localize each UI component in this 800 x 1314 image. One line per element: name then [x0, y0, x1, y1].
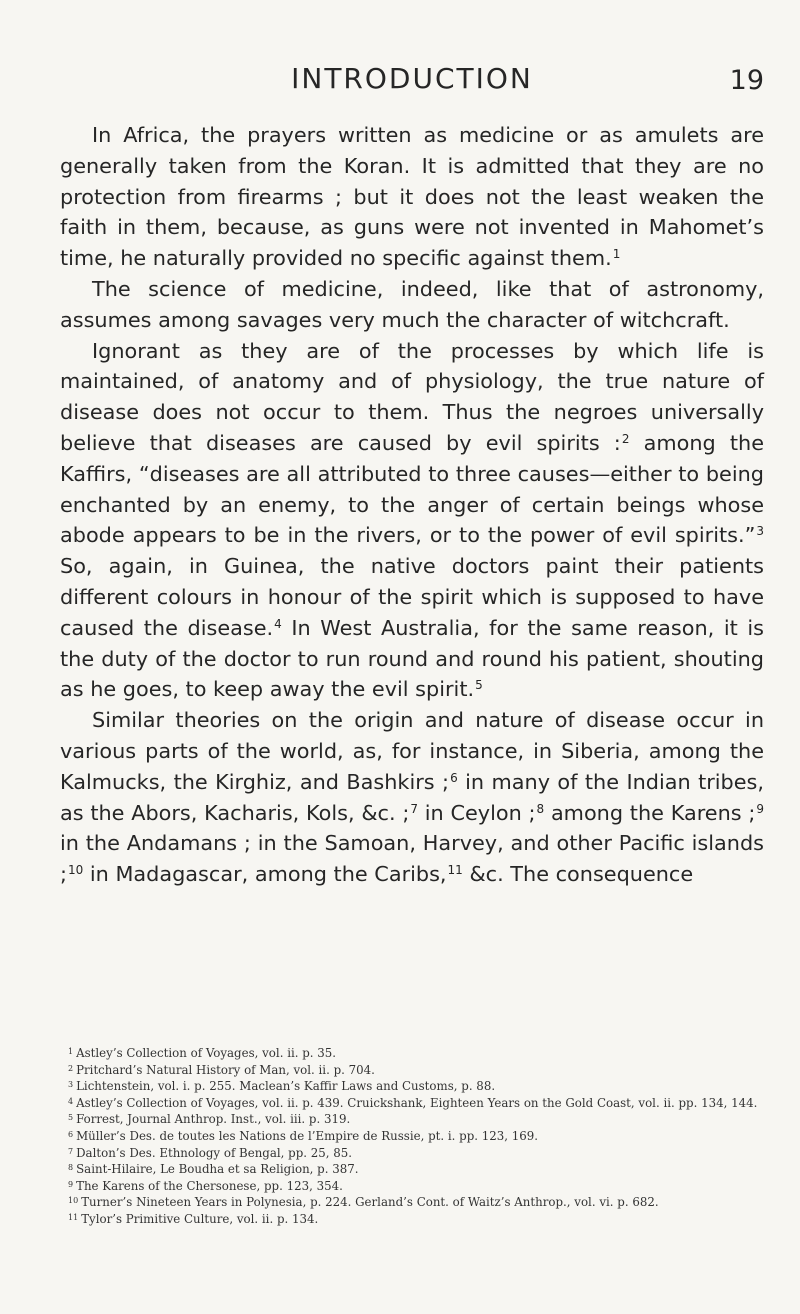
footnote-text: Saint-Hilaire, Le Boudha et sa Religion, p. 387. [76, 1162, 359, 1177]
footnote [60, 1145, 764, 1162]
footnote [60, 1078, 764, 1095]
body-text [60, 120, 764, 890]
footnote-text: Dalton’s Des. Ethnology of Bengal, pp. 25, 85. [76, 1145, 353, 1160]
footnote [60, 1128, 764, 1145]
footnote-number: 11 [68, 1212, 79, 1222]
footnote-ref: 2 [621, 431, 630, 446]
text-run: Ignorant as they are of the processes by which life is maintained, of anatomy and of physiology, the true nature of disease does not occur to them. Thus the negroes universally believe that diseases are caused by evil spirits : [60, 338, 764, 455]
footnote-number: 3 [68, 1080, 74, 1090]
text-run: In Africa, the prayers written as medicine or as amulets are generally taken from the Koran. It is admitted that they are no protection from firearms ; but it does not the least weaken the faith in them, because, as guns were not invented in Mahomet’s time, he naturally provided no specific against them. [60, 123, 764, 271]
footnote [60, 1211, 764, 1228]
text-run: in Ceylon ; [418, 800, 536, 825]
text-run: in Madagascar, among the Caribs, [83, 862, 447, 887]
footnote-text: Müller’s Des. de toutes les Nations de l’Empire de Russie, pt. i. pp. 123, 169. [76, 1128, 539, 1143]
footnote [60, 1111, 764, 1128]
text-run: Similar theories on the origin and nature of disease occur in various parts of the world, as, for instance, in Siberia, among the Kalmucks, the Kirghiz, and Bashkirs ; [60, 708, 764, 794]
footnote [60, 1045, 764, 1062]
footnote [60, 1095, 764, 1112]
footnote-ref: 11 [447, 863, 463, 878]
footnote-number: 1 [68, 1047, 74, 1056]
paragraph [60, 120, 764, 274]
footnote-text: Astley’s Collection of Voyages, vol. ii. p. 35. [76, 1046, 337, 1060]
paragraph [60, 336, 764, 706]
text-run: The science of medicine, indeed, like that of astronomy, assumes among savages very much the character of witchcraft. [60, 276, 764, 332]
footnote-ref: 10 [68, 863, 84, 878]
text-run: among the Kaffirs, “diseases are all attributed to three causes—either to being enchanted by an enemy, to the anger of certain beings whose abode appears to be in the rivers, or to the power of evil spirits.” [60, 430, 764, 548]
footnote-ref: 4 [274, 616, 282, 631]
footnote-ref: 7 [410, 801, 418, 816]
footnote-number: 5 [68, 1113, 74, 1123]
footnote-text: Turner’s Nineteen Years in Polynesia, p. 224. Gerland’s Cont. of Waitz’s Anthrop., vol. vi. p. 682. [81, 1195, 659, 1210]
page-header [60, 62, 764, 102]
footnote-text: Forrest, Journal Anthrop. Inst., vol. iii. p. 319. [76, 1112, 351, 1127]
paragraph [60, 705, 764, 890]
footnote-number: 7 [68, 1146, 74, 1156]
footnote-ref: 1 [612, 247, 621, 262]
footnote-number: 2 [68, 1063, 74, 1073]
footnote [60, 1062, 764, 1079]
footnote-text: Astley’s Collection of Voyages, vol. ii. p. 439. Cruickshank, Eighteen Years on the Gold Coast, vol. ii. pp. 134, 144. [76, 1095, 758, 1110]
footnote-text: The Karens of the Chersonese, pp. 123, 354. [76, 1178, 343, 1193]
text-run: in many of the Indian tribes, as the Abors, Kacharis, Kols, &c. ; [60, 769, 765, 825]
footnote [60, 1194, 764, 1211]
footnote [60, 1161, 764, 1178]
page-number: 19 [729, 65, 764, 96]
footnote-number: 8 [68, 1163, 74, 1173]
paragraph [60, 274, 764, 336]
footnote-text: Lichtenstein, vol. i. p. 255. Maclean’s Kaffir Laws and Customs, p. 88. [76, 1079, 496, 1094]
footnote-number: 4 [68, 1096, 74, 1106]
footnote-ref: 6 [450, 770, 458, 785]
footnote-ref: 8 [536, 801, 545, 816]
footnote-number: 10 [68, 1196, 79, 1206]
footnote-number: 9 [68, 1179, 74, 1189]
footnote-ref: 5 [475, 678, 483, 693]
text-run: among the Karens ; [544, 800, 756, 825]
footnote [60, 1178, 764, 1195]
text-run: In West Australia, for the same reason, it is the duty of the doctor to run round and round his patient, shouting as he goes, to keep away the evil spirit. [60, 615, 765, 702]
footnote-text: Tylor’s Primitive Culture, vol. ii. p. 134. [81, 1211, 319, 1226]
footnotes [60, 1045, 764, 1228]
book-page [60, 0, 764, 1314]
running-head: INTRODUCTION [291, 62, 533, 95]
footnote-text: Pritchard’s Natural History of Man, vol. ii. p. 704. [76, 1062, 375, 1077]
text-run: &c. The consequence [462, 862, 694, 887]
footnote-ref: 9 [756, 801, 765, 816]
footnote-ref: 3 [756, 524, 764, 539]
text-run: in the Andamans ; in the Samoan, Harvey, and other Pacific islands ; [60, 831, 764, 887]
text-run: So, again, in Guinea, the native doctors paint their patients different colours in honour of the spirit which is supposed to have caused the disease. [60, 554, 764, 640]
footnote-number: 6 [68, 1129, 74, 1139]
